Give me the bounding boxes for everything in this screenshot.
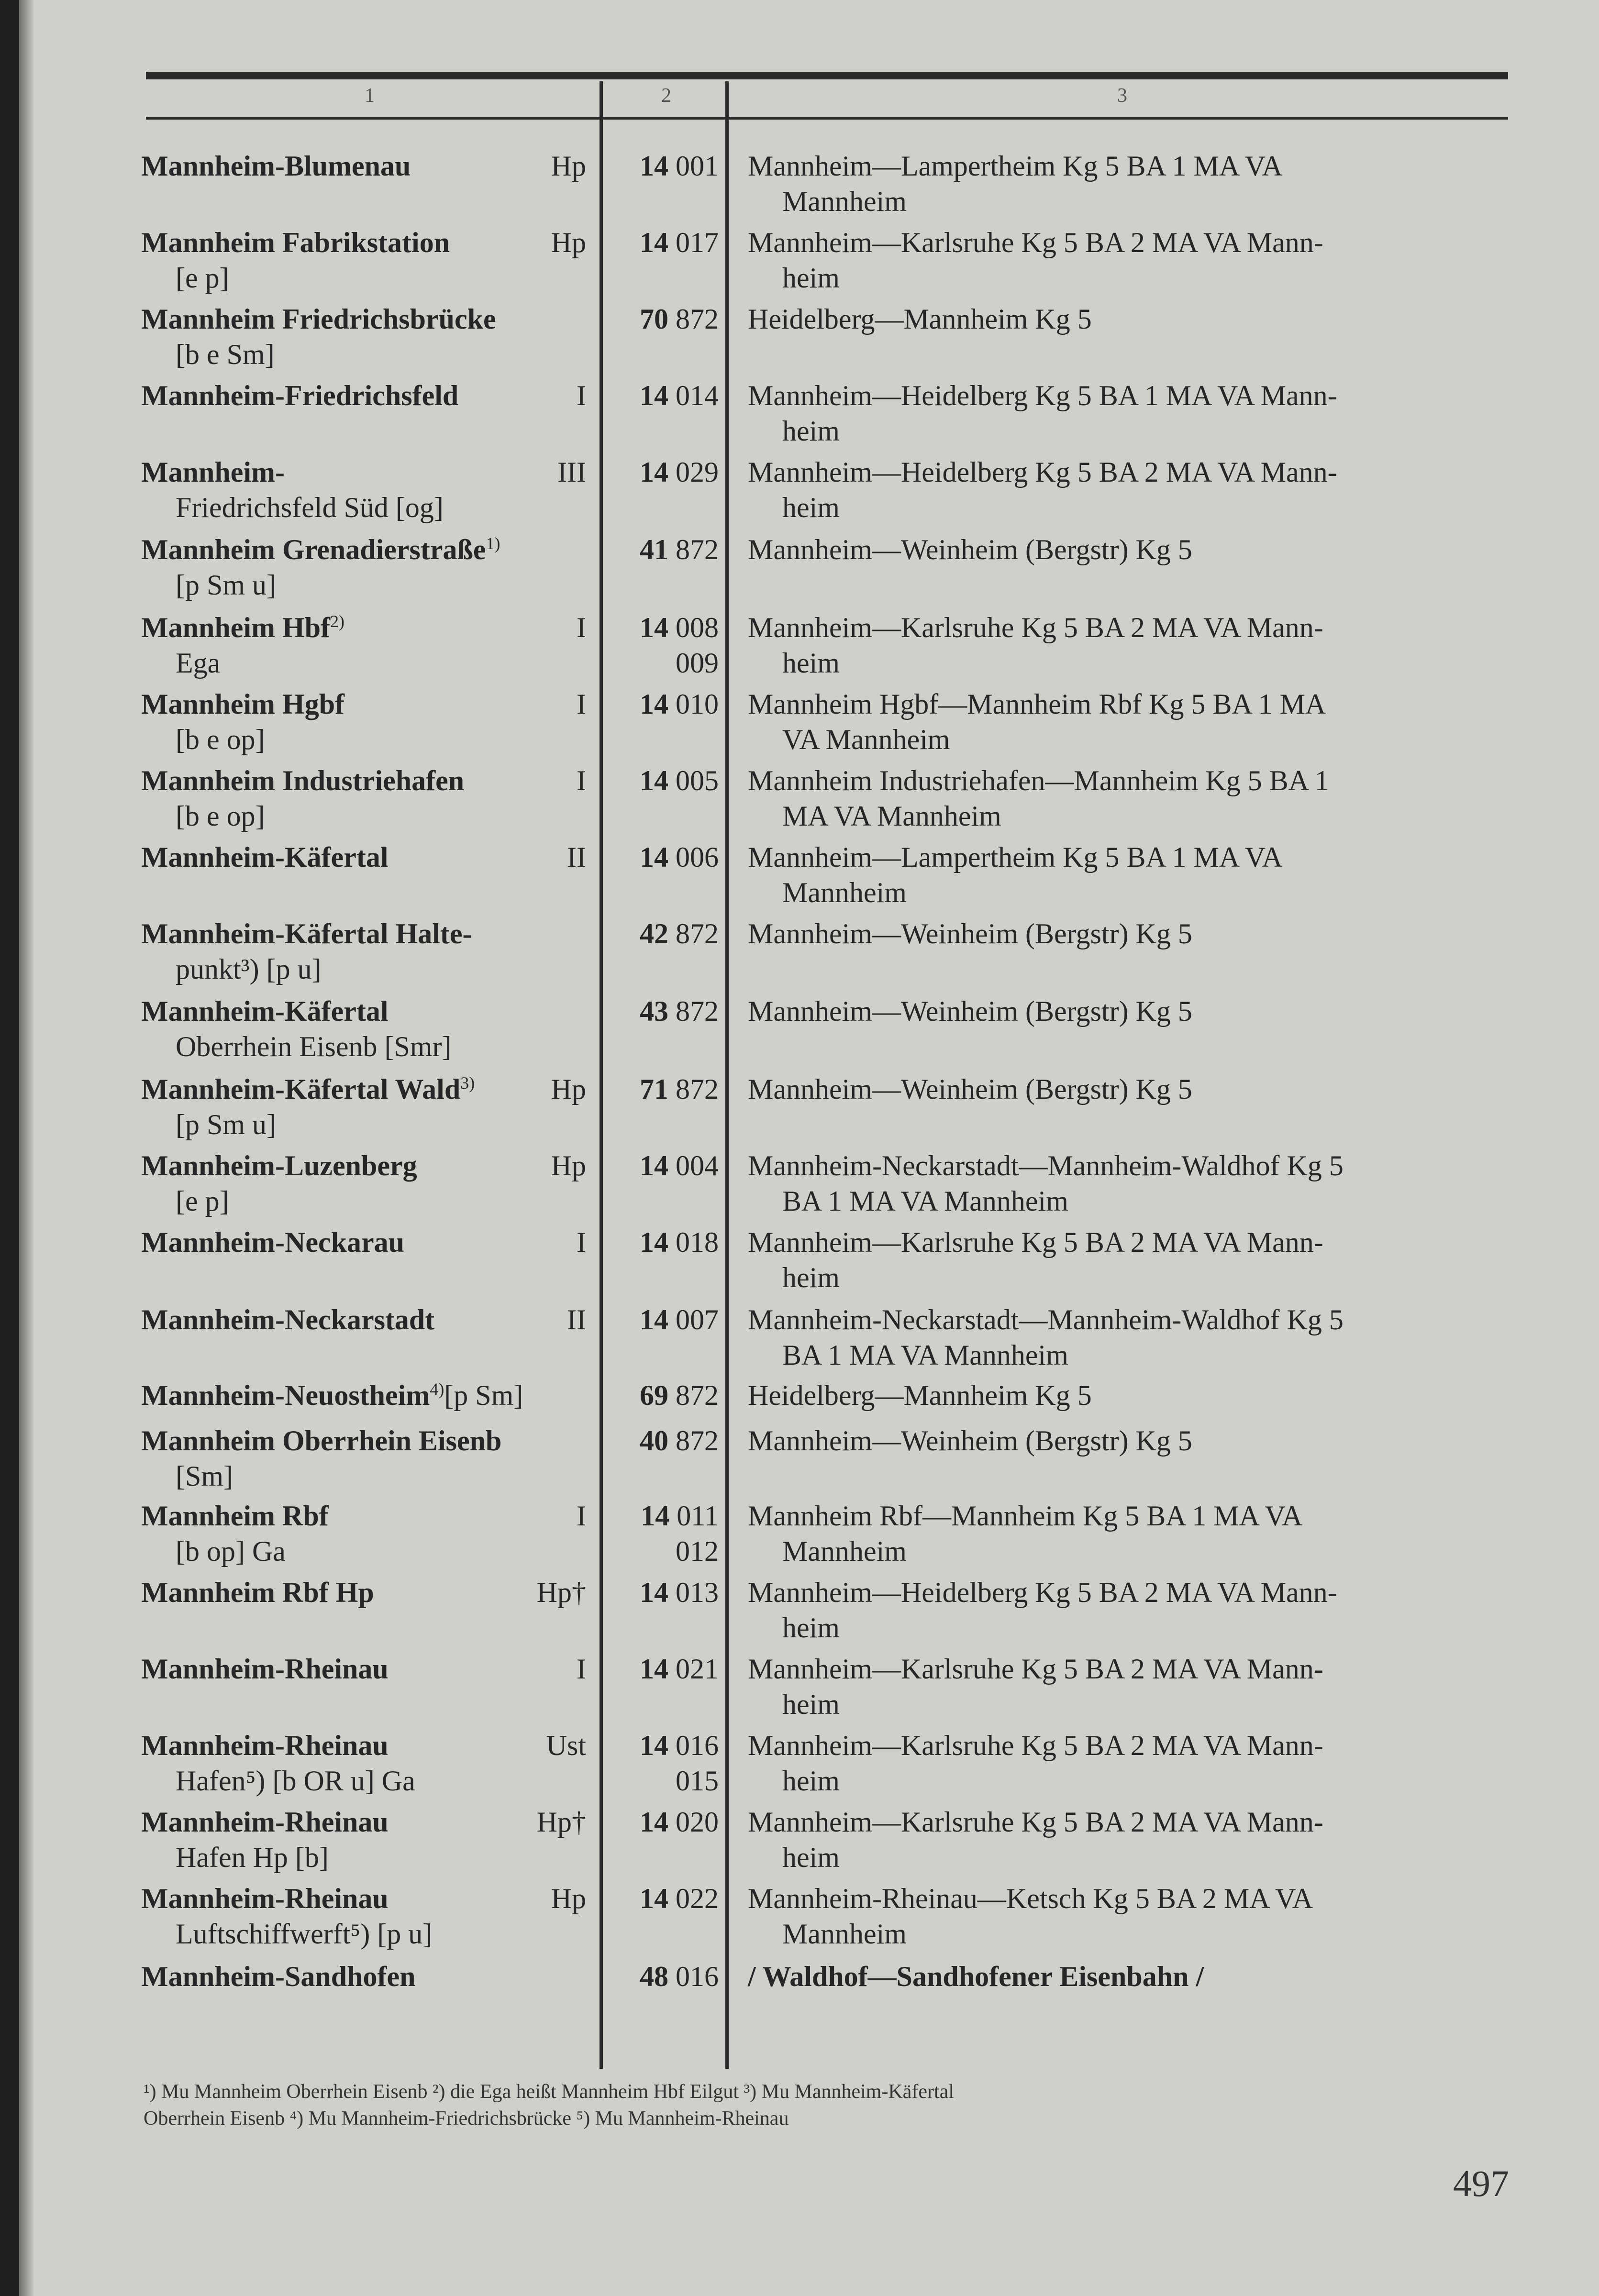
footnote-ref: 2) bbox=[330, 612, 345, 631]
station-subline: Luftschiffwerft⁵) [p u] bbox=[176, 1918, 433, 1950]
station-cell bbox=[141, 1728, 586, 1799]
station-class: I bbox=[577, 380, 586, 411]
station-cell bbox=[141, 148, 586, 184]
code-cell bbox=[604, 1071, 719, 1107]
station-class: I bbox=[577, 1226, 586, 1258]
code-number: 010 bbox=[676, 688, 719, 720]
station-class: I bbox=[577, 612, 586, 643]
footnote-ref: 1) bbox=[486, 534, 500, 553]
station-name: Mannheim-Rheinau bbox=[141, 1806, 389, 1838]
station-subline: [e p] bbox=[176, 262, 229, 294]
station-name: Mannheim Rbf bbox=[141, 1500, 329, 1532]
station-name: Mannheim-Blumenau bbox=[141, 150, 411, 182]
route-line-1: Mannheim-Neckarstadt—Mannheim-Waldhof Kg 5 bbox=[748, 1150, 1344, 1181]
code-prefix: 14 bbox=[640, 150, 668, 182]
code-cell bbox=[604, 1423, 719, 1458]
code-number: 872 bbox=[676, 1380, 719, 1411]
route-line-1: Mannheim—Heidelberg Kg 5 BA 2 MA VA Mann- bbox=[748, 456, 1337, 488]
station-name: Mannheim-Friedrichsfeld bbox=[141, 380, 459, 411]
route-line-2: heim bbox=[782, 1842, 840, 1873]
page-number: 497 bbox=[1453, 2163, 1509, 2204]
station-name: Mannheim-Rheinau bbox=[141, 1653, 389, 1685]
station-name: Mannheim-Käfertal bbox=[141, 995, 389, 1027]
route-line-2: heim bbox=[782, 647, 840, 679]
table-top-rule bbox=[146, 72, 1508, 79]
code-prefix: 14 bbox=[640, 1304, 668, 1336]
station-cell bbox=[141, 301, 586, 372]
station-cell bbox=[141, 916, 586, 987]
route-cell bbox=[748, 378, 1510, 449]
route-cell bbox=[748, 148, 1510, 219]
code-cell bbox=[604, 301, 719, 337]
route-cell bbox=[748, 1651, 1510, 1722]
code-number: 007 bbox=[676, 1304, 719, 1336]
station-class: I bbox=[577, 1500, 586, 1532]
code-prefix: 14 bbox=[640, 1577, 668, 1608]
route-cell bbox=[748, 1728, 1510, 1799]
station-subline: [b op] Ga bbox=[176, 1535, 286, 1567]
station-cell bbox=[141, 225, 586, 296]
code-prefix: 14 bbox=[640, 1226, 668, 1258]
station-name: Mannheim-Käfertal Halte- bbox=[141, 918, 472, 949]
station-class: Hp† bbox=[536, 1806, 586, 1838]
route-line-1: Mannheim—Heidelberg Kg 5 BA 2 MA VA Mann- bbox=[748, 1577, 1337, 1608]
station-cell bbox=[141, 1804, 586, 1875]
station-class: Hp bbox=[551, 1150, 586, 1181]
code-number-2: 009 bbox=[676, 647, 719, 679]
code-prefix: 14 bbox=[641, 1500, 670, 1532]
code-number: 008 bbox=[676, 612, 719, 643]
station-name: Mannheim-Sandhofen bbox=[141, 1961, 416, 1992]
column-header-3: 3 bbox=[1117, 85, 1127, 107]
station-cell bbox=[141, 1575, 586, 1610]
code-cell bbox=[604, 1378, 719, 1413]
code-number: 020 bbox=[676, 1806, 719, 1838]
station-name: Mannheim-Käfertal Wald bbox=[141, 1073, 461, 1105]
route-line-2: heim bbox=[782, 1765, 840, 1797]
code-cell bbox=[604, 148, 719, 184]
code-number: 872 bbox=[676, 918, 719, 949]
route-line-2: Mannheim bbox=[782, 1918, 907, 1950]
station-name: Mannheim Hgbf bbox=[141, 688, 345, 720]
route-line-2: VA Mannheim bbox=[782, 724, 950, 755]
station-cell bbox=[141, 993, 586, 1064]
code-cell bbox=[604, 378, 719, 413]
station-name: Mannheim-Käfertal bbox=[141, 841, 389, 873]
code-cell bbox=[604, 610, 719, 681]
code-number: 011 bbox=[677, 1500, 719, 1532]
route-line-1: Mannheim Industriehafen—Mannheim Kg 5 BA 1 bbox=[748, 765, 1329, 796]
code-prefix: 14 bbox=[640, 765, 668, 796]
station-name: Mannheim Fabrikstation bbox=[141, 227, 450, 258]
code-number: 001 bbox=[676, 150, 719, 182]
code-prefix: 14 bbox=[640, 1653, 668, 1685]
route-line-1: Heidelberg—Mannheim Kg 5 bbox=[748, 303, 1092, 335]
station-subline: [e p] bbox=[176, 1185, 229, 1217]
code-cell bbox=[604, 1575, 719, 1610]
code-cell bbox=[604, 1881, 719, 1916]
route-line-2: heim bbox=[782, 1689, 840, 1720]
route-cell bbox=[748, 1071, 1510, 1107]
code-prefix: 14 bbox=[640, 688, 668, 720]
route-cell bbox=[748, 686, 1510, 757]
station-name: Mannheim-Rheinau bbox=[141, 1883, 389, 1914]
code-prefix: 40 bbox=[640, 1425, 668, 1457]
route-line-1: Mannheim-Neckarstadt—Mannheim-Waldhof Kg 5 bbox=[748, 1304, 1344, 1336]
column-divider-2 bbox=[725, 81, 729, 2069]
footnote-line-2: Oberrhein Eisenb ⁴) Mu Mannheim-Friedrichsbrücke ⁵) Mu Mannheim-Rheinau bbox=[144, 2108, 789, 2130]
page-edge-shadow bbox=[19, 0, 33, 2296]
route-cell bbox=[748, 1959, 1510, 1994]
code-number: 005 bbox=[676, 765, 719, 796]
code-prefix: 69 bbox=[640, 1380, 668, 1411]
code-number: 017 bbox=[676, 227, 719, 258]
code-prefix: 14 bbox=[640, 456, 668, 488]
station-class: III bbox=[557, 456, 586, 488]
footnote-line-1: ¹) Mu Mannheim Oberrhein Eisenb ²) die Ega heißt Mannheim Hbf Eilgut ³) Mu Mannheim-Käfertal bbox=[144, 2081, 955, 2103]
code-cell bbox=[604, 1728, 719, 1799]
code-number: 022 bbox=[676, 1883, 719, 1914]
code-prefix: 14 bbox=[640, 1806, 668, 1838]
station-cell bbox=[141, 839, 586, 875]
station-subline: Friedrichsfeld Süd [og] bbox=[176, 492, 444, 523]
route-cell bbox=[748, 1148, 1510, 1219]
station-cell bbox=[141, 1148, 586, 1219]
code-cell bbox=[604, 1302, 719, 1337]
code-prefix: 71 bbox=[640, 1073, 668, 1105]
station-subline: Oberrhein Eisenb [Smr] bbox=[176, 1031, 452, 1062]
route-line-1: Mannheim—Karlsruhe Kg 5 BA 2 MA VA Mann- bbox=[748, 612, 1323, 643]
station-cell bbox=[141, 1071, 586, 1142]
footnote-ref: 3) bbox=[460, 1073, 475, 1093]
footnotes bbox=[144, 2078, 1512, 2132]
code-prefix: 42 bbox=[640, 918, 668, 949]
station-subline: Ega bbox=[176, 647, 221, 679]
code-cell bbox=[604, 1804, 719, 1840]
station-class: Hp bbox=[551, 1073, 586, 1105]
code-prefix: 14 bbox=[640, 227, 668, 258]
station-cell bbox=[141, 1498, 586, 1569]
station-name: Mannheim Grenadierstraße bbox=[141, 534, 486, 565]
route-cell bbox=[748, 916, 1510, 951]
station-name: Mannheim Oberrhein Eisenb bbox=[141, 1425, 502, 1457]
station-subline: [Sm] bbox=[176, 1460, 233, 1492]
route-cell bbox=[748, 1804, 1510, 1875]
code-cell bbox=[604, 532, 719, 567]
code-number: 016 bbox=[676, 1961, 719, 1992]
route-line-1: / Waldhof—Sandhofener Eisenbahn / bbox=[748, 1961, 1204, 1992]
column-header-2: 2 bbox=[661, 85, 671, 107]
station-cell bbox=[141, 763, 586, 834]
route-line-1: Mannheim—Weinheim (Bergstr) Kg 5 bbox=[748, 1425, 1192, 1457]
station-class: Hp bbox=[551, 227, 586, 258]
route-line-1: Heidelberg—Mannheim Kg 5 bbox=[748, 1380, 1092, 1411]
code-cell bbox=[604, 225, 719, 260]
code-cell bbox=[604, 686, 719, 722]
route-line-2: Mannheim bbox=[782, 1535, 907, 1567]
route-line-1: Mannheim—Karlsruhe Kg 5 BA 2 MA VA Mann- bbox=[748, 1226, 1323, 1258]
code-cell bbox=[604, 763, 719, 798]
code-number: 872 bbox=[676, 1425, 719, 1457]
station-subline: punkt³) [p u] bbox=[176, 953, 322, 985]
route-line-1: Mannheim—Lampertheim Kg 5 BA 1 MA VA bbox=[748, 150, 1283, 182]
station-class: II bbox=[567, 1304, 586, 1336]
page-edge bbox=[0, 0, 19, 2296]
station-name: Mannheim Hbf bbox=[141, 612, 331, 643]
code-cell bbox=[604, 1225, 719, 1260]
code-prefix: 41 bbox=[640, 534, 668, 565]
route-line-2: Mannheim bbox=[782, 186, 907, 217]
code-number: 013 bbox=[676, 1577, 719, 1608]
route-line-2: heim bbox=[782, 262, 840, 294]
code-cell bbox=[604, 839, 719, 875]
station-cell bbox=[141, 610, 586, 681]
station-class: I bbox=[577, 688, 586, 720]
station-name: Mannheim-Neckarau bbox=[141, 1226, 404, 1258]
code-number: 872 bbox=[676, 303, 719, 335]
route-cell bbox=[748, 532, 1510, 567]
station-subline: Hafen Hp [b] bbox=[176, 1842, 329, 1873]
route-line-2: heim bbox=[782, 415, 840, 447]
route-line-1: Mannheim—Weinheim (Bergstr) Kg 5 bbox=[748, 1073, 1192, 1105]
station-class: Ust bbox=[546, 1730, 586, 1761]
code-prefix: 70 bbox=[640, 303, 668, 335]
station-name: Mannheim- bbox=[141, 456, 285, 488]
station-subline: [b e op] bbox=[176, 724, 265, 755]
station-cell bbox=[141, 532, 586, 603]
route-line-2: MA VA Mannheim bbox=[782, 800, 1001, 832]
station-name: Mannheim Industriehafen bbox=[141, 765, 465, 796]
station-class: II bbox=[567, 841, 586, 873]
code-number-2: 015 bbox=[676, 1765, 719, 1797]
route-line-1: Mannheim-Rheinau—Ketsch Kg 5 BA 2 MA VA bbox=[748, 1883, 1313, 1914]
code-cell bbox=[604, 1959, 719, 1994]
station-subline: [b e Sm] bbox=[176, 339, 275, 370]
route-line-2: BA 1 MA VA Mannheim bbox=[782, 1339, 1068, 1371]
route-cell bbox=[748, 993, 1510, 1029]
code-prefix: 14 bbox=[640, 380, 668, 411]
route-line-1: Mannheim—Weinheim (Bergstr) Kg 5 bbox=[748, 995, 1192, 1027]
route-cell bbox=[748, 1575, 1510, 1645]
route-cell bbox=[748, 454, 1510, 525]
table-header-rule bbox=[146, 117, 1508, 120]
route-cell bbox=[748, 1378, 1510, 1413]
station-cell bbox=[141, 378, 586, 413]
route-line-1: Mannheim—Karlsruhe Kg 5 BA 2 MA VA Mann- bbox=[748, 1730, 1323, 1761]
code-number: 872 bbox=[676, 534, 719, 565]
station-cell bbox=[141, 1651, 586, 1687]
code-number: 029 bbox=[676, 456, 719, 488]
station-cell bbox=[141, 1959, 586, 1994]
code-prefix: 14 bbox=[640, 841, 668, 873]
code-number: 014 bbox=[676, 380, 719, 411]
station-subline: [p Sm u] bbox=[176, 569, 276, 601]
code-number: 016 bbox=[676, 1730, 719, 1761]
station-class: I bbox=[577, 765, 586, 796]
code-number-2: 012 bbox=[676, 1535, 719, 1567]
route-cell bbox=[748, 1225, 1510, 1295]
code-cell bbox=[604, 1498, 719, 1569]
column-divider-1 bbox=[600, 81, 603, 2069]
station-name: Mannheim Friedrichsbrücke bbox=[141, 303, 496, 335]
route-line-1: Mannheim—Weinheim (Bergstr) Kg 5 bbox=[748, 918, 1192, 949]
code-prefix: 48 bbox=[640, 1961, 668, 1992]
station-class: I bbox=[577, 1653, 586, 1685]
station-class: Hp bbox=[551, 1883, 586, 1914]
code-number: 872 bbox=[676, 995, 719, 1027]
code-prefix: 14 bbox=[640, 1150, 668, 1181]
code-number: 021 bbox=[676, 1653, 719, 1685]
route-cell bbox=[748, 1881, 1510, 1952]
route-cell bbox=[748, 610, 1510, 681]
code-number: 006 bbox=[676, 841, 719, 873]
code-cell bbox=[604, 454, 719, 490]
footnote-ref: 4) bbox=[430, 1380, 444, 1399]
route-cell bbox=[748, 763, 1510, 834]
station-subline: Hafen⁵) [b OR u] Ga bbox=[176, 1765, 415, 1797]
route-line-1: Mannheim—Karlsruhe Kg 5 BA 2 MA VA Mann- bbox=[748, 227, 1323, 258]
route-line-1: Mannheim—Weinheim (Bergstr) Kg 5 bbox=[748, 534, 1192, 565]
route-line-2: heim bbox=[782, 1262, 840, 1293]
station-subline: [p Sm u] bbox=[176, 1109, 276, 1140]
code-cell bbox=[604, 993, 719, 1029]
route-cell bbox=[748, 1423, 1510, 1458]
route-line-2: BA 1 MA VA Mannheim bbox=[782, 1185, 1068, 1217]
station-name: Mannheim-Neuostheim bbox=[141, 1380, 430, 1411]
route-line-1: Mannheim—Heidelberg Kg 5 BA 1 MA VA Mann- bbox=[748, 380, 1337, 411]
code-prefix: 14 bbox=[640, 1883, 668, 1914]
route-line-2: heim bbox=[782, 492, 840, 523]
station-name: Mannheim-Luzenberg bbox=[141, 1150, 417, 1181]
column-header-1: 1 bbox=[365, 85, 375, 107]
code-prefix: 14 bbox=[640, 612, 668, 643]
station-cell bbox=[141, 1302, 586, 1337]
station-cell bbox=[141, 1423, 586, 1494]
station-name: Mannheim-Neckarstadt bbox=[141, 1304, 435, 1336]
route-cell bbox=[748, 839, 1510, 910]
route-line-1: Mannheim Hgbf—Mannheim Rbf Kg 5 BA 1 MA bbox=[748, 688, 1326, 720]
route-cell bbox=[748, 301, 1510, 337]
station-cell bbox=[141, 686, 586, 757]
station-name: Mannheim-Rheinau bbox=[141, 1730, 389, 1761]
code-cell bbox=[604, 1651, 719, 1687]
route-line-1: Mannheim—Lampertheim Kg 5 BA 1 MA VA bbox=[748, 841, 1283, 873]
code-prefix: 43 bbox=[640, 995, 668, 1027]
code-cell bbox=[604, 1148, 719, 1183]
station-class: Hp† bbox=[536, 1577, 586, 1608]
route-cell bbox=[748, 1302, 1510, 1373]
station-cell bbox=[141, 454, 586, 525]
code-number: 872 bbox=[676, 1073, 719, 1105]
code-cell bbox=[604, 916, 719, 951]
station-cell bbox=[141, 1881, 586, 1952]
route-line-1: Mannheim—Karlsruhe Kg 5 BA 2 MA VA Mann- bbox=[748, 1653, 1323, 1685]
code-number: 018 bbox=[676, 1226, 719, 1258]
route-cell bbox=[748, 1498, 1510, 1569]
station-tail: [p Sm] bbox=[444, 1380, 523, 1411]
code-prefix: 14 bbox=[640, 1730, 668, 1761]
route-line-2: heim bbox=[782, 1612, 840, 1644]
route-line-2: Mannheim bbox=[782, 877, 907, 908]
station-cell bbox=[141, 1378, 586, 1413]
code-number: 004 bbox=[676, 1150, 719, 1181]
route-line-1: Mannheim—Karlsruhe Kg 5 BA 2 MA VA Mann- bbox=[748, 1806, 1323, 1838]
station-subline: [b e op] bbox=[176, 800, 265, 832]
station-class: Hp bbox=[551, 150, 586, 182]
route-line-1: Mannheim Rbf—Mannheim Kg 5 BA 1 MA VA bbox=[748, 1500, 1303, 1532]
station-name: Mannheim Rbf Hp bbox=[141, 1577, 374, 1608]
route-cell bbox=[748, 225, 1510, 296]
station-cell bbox=[141, 1225, 586, 1260]
